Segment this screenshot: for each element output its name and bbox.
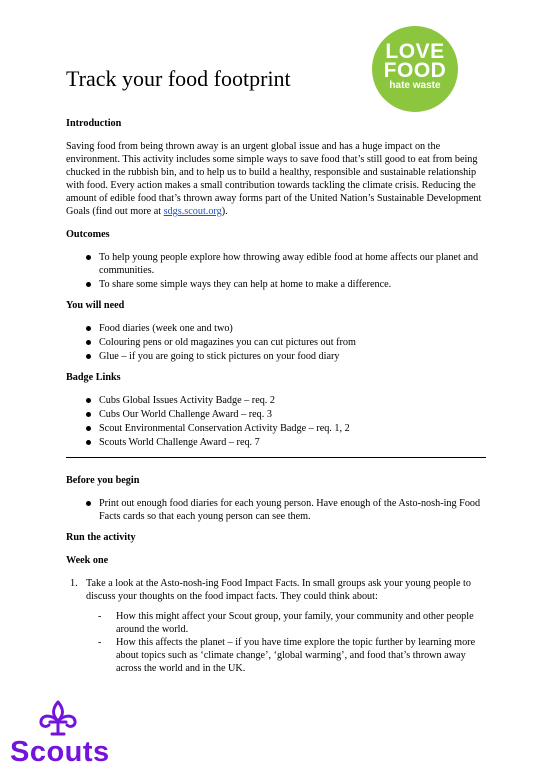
bullet-icon bbox=[86, 255, 91, 260]
list-item-text: Print out enough food diaries for each young person. Have enough of the Asto-nosh-ing Food Facts cards so that each young person can see them. bbox=[99, 498, 481, 522]
sub-list-item-text: How this might affect your Scout group, your family, your community and other people around the world. bbox=[116, 611, 474, 635]
intro-heading: Introduction bbox=[66, 118, 122, 129]
logo-line-2: FOOD bbox=[383, 59, 447, 82]
list-item-text: Glue – if you are going to stick pictures on your food diary bbox=[99, 351, 340, 362]
scouts-wordmark: Scouts bbox=[10, 736, 110, 768]
outcomes-heading: Outcomes bbox=[66, 229, 110, 240]
list-item-text: Scouts World Challenge Award – req. 7 bbox=[99, 437, 260, 448]
intro-paragraph bbox=[66, 140, 486, 218]
sub-list-item-text: How this affects the planet – if you have time explore the topic further by learning more about topics such as ‘climate change’, ‘global warming’, and food that’s thrown away across the world and in the UK. bbox=[116, 637, 476, 674]
before-list bbox=[66, 497, 486, 523]
page-title: Track your food footprint bbox=[66, 66, 291, 91]
list-item-text: Colouring pens or old magazines you can cut pictures out from bbox=[99, 337, 356, 348]
section-divider bbox=[66, 457, 486, 458]
scouts-logo bbox=[8, 700, 118, 770]
dash-marker: - bbox=[98, 637, 102, 648]
list-item-text: Cubs Our World Challenge Award – req. 3 bbox=[99, 409, 272, 420]
list-item-text: To help young people explore how throwing away edible food at home affects our planet and communities. bbox=[99, 252, 479, 276]
list-item bbox=[66, 422, 486, 435]
bullet-icon bbox=[86, 412, 91, 417]
step-item bbox=[66, 577, 486, 675]
bullet-icon bbox=[86, 326, 91, 331]
run-heading: Run the activity bbox=[66, 532, 136, 543]
list-item-text: Scout Environmental Conservation Activity Badge – req. 1, 2 bbox=[99, 423, 350, 434]
week-one-heading: Week one bbox=[66, 555, 109, 566]
dash-marker: - bbox=[98, 611, 102, 622]
bullet-icon bbox=[86, 440, 91, 445]
logo-line-1: LOVE bbox=[385, 40, 445, 63]
fleur-de-lis-icon bbox=[36, 700, 80, 736]
bullet-icon bbox=[86, 398, 91, 403]
document-body bbox=[66, 117, 486, 675]
list-item-text: Cubs Global Issues Activity Badge – req. 2 bbox=[99, 395, 275, 406]
bullet-icon bbox=[86, 282, 91, 287]
list-item bbox=[66, 408, 486, 421]
before-heading: Before you begin bbox=[66, 475, 140, 486]
steps-list bbox=[66, 577, 486, 675]
bullet-icon bbox=[86, 354, 91, 359]
intro-text: Saving food from being thrown away is an urgent global issue and has a huge impact on the environment. This activity includes some simple ways to save food that’s still good to eat from being chucked in the rubbish bin, and to help us to build a healthy, responsible and sustainable relationship with food. Every action makes a small contribution towards tackling the climate crisis. Reducing the amount of edible food that’s thrown away forms part of the United Nation’s Sustainable Development Goals (find out more at bbox=[66, 141, 482, 217]
list-item bbox=[66, 251, 486, 277]
list-item-text: Food diaries (week one and two) bbox=[99, 323, 233, 334]
list-item bbox=[66, 278, 486, 291]
step-number: 1. bbox=[70, 578, 78, 589]
sub-list-item bbox=[86, 610, 486, 636]
intro-text-end: ). bbox=[221, 206, 228, 217]
logo-line-3: hate waste bbox=[389, 80, 441, 91]
list-item-text: To share some simple ways they can help at home to make a difference. bbox=[99, 279, 392, 290]
list-item bbox=[66, 336, 486, 349]
step-text: Take a look at the Asto-nosh-ing Food Impact Facts. In small groups ask your young people to discuss your thoughts on the food impact facts. They could think about: bbox=[86, 578, 471, 602]
sub-list-item bbox=[86, 636, 486, 675]
sub-list bbox=[86, 610, 486, 675]
need-heading: You will need bbox=[66, 300, 125, 311]
list-item bbox=[66, 436, 486, 449]
love-food-hate-waste-logo bbox=[372, 26, 458, 112]
badges-list bbox=[66, 394, 486, 449]
bullet-icon bbox=[86, 340, 91, 345]
bullet-icon bbox=[86, 501, 91, 506]
list-item bbox=[66, 394, 486, 407]
list-item bbox=[66, 322, 486, 335]
list-item bbox=[66, 497, 486, 523]
badges-heading: Badge Links bbox=[66, 372, 121, 383]
need-list bbox=[66, 322, 486, 363]
sdgs-link[interactable]: sdgs.scout.org bbox=[163, 206, 222, 217]
list-item bbox=[66, 350, 486, 363]
bullet-icon bbox=[86, 426, 91, 431]
outcomes-list bbox=[66, 251, 486, 291]
